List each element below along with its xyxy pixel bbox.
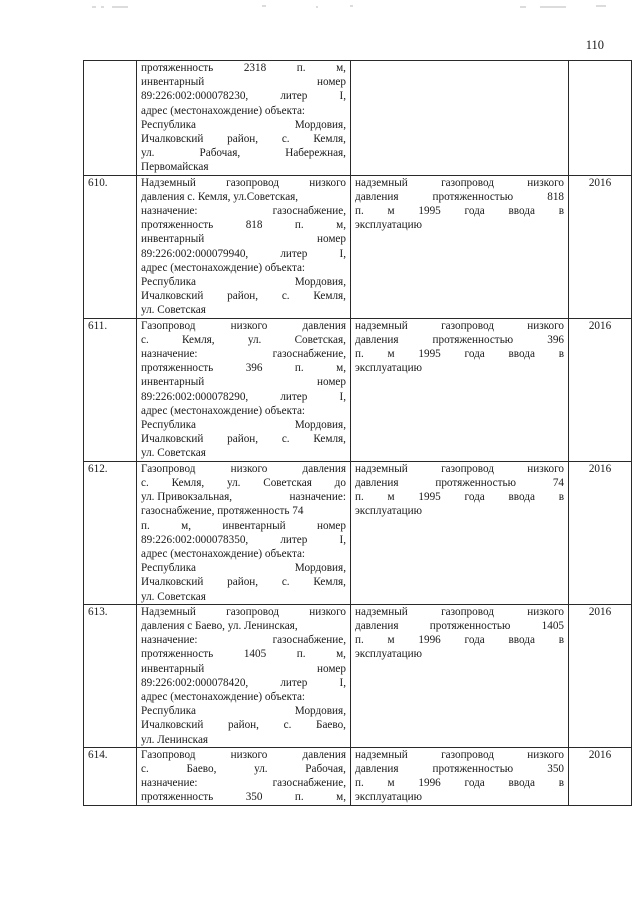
description-line (141, 361, 346, 375)
description-line: адрес (местонахождение) объекта: (141, 404, 306, 417)
description-line (141, 432, 346, 446)
word: район, (227, 133, 259, 146)
description-line (141, 232, 346, 246)
word: 89:226:002:000078420, (141, 676, 249, 689)
word: п. (355, 205, 364, 218)
word: ул. (226, 476, 241, 489)
description-line (141, 561, 346, 575)
characteristics-line: эксплуатацию (355, 505, 422, 518)
word: с. (141, 333, 149, 346)
characteristics-line (355, 319, 564, 333)
description-line (141, 662, 346, 676)
word: п. (294, 362, 304, 375)
word: 818 (547, 190, 564, 203)
word: в (558, 205, 564, 218)
word: 74 (552, 476, 564, 489)
word: с. (281, 433, 290, 446)
year-cell: 2016 (569, 318, 632, 461)
description-line (141, 390, 346, 404)
word: 89:226:002:000078290, (141, 390, 249, 403)
characteristics-line (355, 176, 564, 190)
characteristics-line (355, 605, 564, 619)
word: п. (294, 791, 304, 804)
word: 1995 (418, 491, 441, 504)
year-cell: 2016 (569, 175, 632, 318)
word: район, (227, 290, 259, 303)
description-line: ул. Советская (141, 590, 206, 603)
word: 1996 (418, 777, 441, 790)
registry-table-body (84, 61, 632, 806)
word: газопровод (441, 319, 494, 332)
word: ул. (141, 147, 155, 160)
characteristics-line (355, 204, 564, 218)
word: м (387, 205, 395, 218)
word: Набережная, (285, 147, 346, 160)
word: 2318 (243, 62, 267, 74)
word: инвентарный (141, 76, 205, 89)
word: давления (355, 762, 399, 775)
word: газопровод (441, 748, 494, 761)
word: давления (355, 619, 399, 632)
characteristics-line (355, 462, 564, 476)
description-line (141, 519, 346, 533)
object-characteristics-cell (351, 461, 569, 604)
word: Рабочая, (199, 147, 241, 160)
object-characteristics-cell (351, 604, 569, 747)
word: инвентарный (141, 662, 205, 675)
word: I, (339, 533, 346, 546)
characteristics-line (355, 347, 564, 361)
word: I, (339, 90, 346, 103)
word: Кемля, (182, 333, 215, 346)
word: 818 (245, 219, 263, 232)
word: протяженность (141, 648, 214, 661)
word: литер (280, 676, 308, 689)
word: газопровод (441, 462, 494, 475)
characteristics-line (355, 776, 564, 790)
word: Кемля, (171, 476, 205, 489)
word: давления (355, 333, 399, 346)
word: литер (280, 90, 308, 103)
row-number-cell: 612. (84, 461, 137, 604)
word: низкого (309, 605, 346, 618)
word: протяженностью (429, 619, 511, 632)
word: номер (316, 233, 346, 246)
word: до (334, 476, 346, 489)
word: I, (339, 676, 346, 689)
word: низкого (527, 176, 564, 189)
word: номер (316, 76, 346, 89)
word: давления (302, 748, 346, 761)
description-line: адрес (местонахождение) объекта: (141, 261, 306, 274)
description-line (141, 319, 346, 333)
description-line (141, 218, 346, 232)
year-cell: 2016 (569, 461, 632, 604)
word: с. (283, 719, 292, 732)
word: Мордовия, (294, 562, 346, 575)
word: ввода (508, 634, 535, 647)
description-line (141, 633, 346, 647)
word: низкого (527, 605, 564, 618)
description-line (141, 676, 346, 690)
description-line (141, 748, 346, 762)
word: литер (280, 247, 308, 260)
word: Кемля, (313, 133, 346, 146)
word: Мордовия, (294, 276, 346, 289)
description-line (141, 462, 346, 476)
word: п. (355, 348, 364, 361)
description-line (141, 333, 346, 347)
description-line (141, 647, 346, 661)
description-line (141, 490, 346, 504)
description-line (141, 89, 346, 103)
word: 350 (547, 762, 564, 775)
word: с. (141, 762, 149, 775)
word: м, (181, 519, 192, 532)
word: Мордовия, (294, 705, 346, 718)
word: м, (336, 62, 346, 74)
description-line (141, 533, 346, 547)
row-number-cell: 611. (84, 318, 137, 461)
word: Надземный (141, 176, 196, 189)
property-registry-table (83, 60, 632, 806)
word: низкого (527, 319, 564, 332)
word: назначение: (141, 634, 198, 647)
description-line (141, 718, 346, 732)
characteristics-line: эксплуатацию (355, 648, 422, 661)
word: п. (294, 219, 304, 232)
word: м (387, 348, 395, 361)
word: протяженностью (432, 190, 514, 203)
word: Ичалковский (141, 719, 204, 732)
word: Баево, (186, 762, 217, 775)
word: назначение: (141, 777, 198, 790)
word: 1995 (418, 205, 441, 218)
word: надземный (355, 176, 408, 189)
word: протяженность (141, 62, 214, 74)
object-description-cell (137, 604, 351, 747)
word: Советская (263, 476, 312, 489)
word: газоснабжение, (272, 777, 346, 790)
characteristics-line (355, 490, 564, 504)
word: протяженность (141, 219, 214, 232)
characteristics-line: эксплуатацию (355, 362, 422, 375)
word: давления (355, 190, 399, 203)
word: 89:226:002:000078350, (141, 533, 249, 546)
description-line (141, 289, 346, 303)
word: м (387, 634, 395, 647)
word: 1995 (418, 348, 441, 361)
word: Кемля, (313, 290, 346, 303)
description-line: давления с. Кемля, ул.Советская, (141, 190, 299, 203)
table-row (84, 747, 632, 805)
word: Республика (141, 705, 196, 718)
word: м (387, 491, 395, 504)
word: 89:226:002:000078230, (141, 90, 249, 103)
characteristics-line (355, 333, 564, 347)
word: Мордовия, (294, 419, 346, 432)
word: номер (316, 662, 346, 675)
year-cell: 2016 (569, 604, 632, 747)
description-line (141, 347, 346, 361)
word: назначение: (141, 348, 198, 361)
word: Советская, (294, 333, 346, 346)
word: номер (316, 376, 346, 389)
word: район, (227, 576, 259, 589)
description-line: ул. Ленинская (141, 733, 209, 746)
word: ул. (254, 762, 268, 775)
word: инвентарный (141, 233, 205, 246)
object-characteristics-cell (351, 61, 569, 176)
word: литер (280, 390, 308, 403)
word: 1996 (418, 634, 441, 647)
characteristics-line (355, 633, 564, 647)
description-line: ул. Советская (141, 304, 206, 317)
word: года (464, 348, 485, 361)
word: 396 (547, 333, 564, 346)
word: протяженностью (432, 333, 514, 346)
word: I, (339, 390, 346, 403)
word: м (387, 777, 395, 790)
characteristics-line (355, 190, 564, 204)
word: надземный (355, 319, 408, 332)
word: давления (355, 476, 399, 489)
word: назначение: (289, 491, 346, 504)
word: п. (355, 777, 364, 790)
word: низкого (230, 462, 268, 475)
table-row (84, 175, 632, 318)
word: 1405 (243, 648, 267, 661)
description-line (141, 247, 346, 261)
word: номер (316, 519, 346, 532)
word: года (464, 205, 485, 218)
description-line (141, 418, 346, 432)
word: 396 (245, 362, 263, 375)
description-line (141, 204, 346, 218)
word: п. (141, 519, 150, 532)
word: ввода (508, 205, 535, 218)
word: Газопровод (141, 462, 196, 475)
word: года (464, 777, 485, 790)
word: Республика (141, 419, 196, 432)
description-line (141, 790, 346, 804)
description-line (141, 762, 346, 776)
word: ул. Привокзальная, (141, 491, 233, 504)
characteristics-line: эксплуатацию (355, 219, 422, 232)
word: м, (336, 219, 346, 232)
word: с. (281, 290, 290, 303)
word: литер (280, 533, 308, 546)
word: протяженность (141, 362, 214, 375)
word: инвентарный (222, 519, 286, 532)
characteristics-line (355, 748, 564, 762)
object-characteristics-cell (351, 175, 569, 318)
description-line (141, 146, 346, 160)
year-cell: 2016 (569, 747, 632, 805)
word: газопровод (226, 176, 279, 189)
word: низкого (527, 748, 564, 761)
word: Республика (141, 118, 196, 131)
word: года (464, 634, 485, 647)
word: протяженностью (432, 762, 514, 775)
word: газоснабжение, (272, 348, 346, 361)
row-number-cell: 613. (84, 604, 137, 747)
object-description-cell (137, 318, 351, 461)
word: давления (302, 462, 346, 475)
word: Ичалковский (141, 576, 204, 589)
scan-artifact-marks (0, 2, 640, 12)
word: надземный (355, 748, 408, 761)
word: Республика (141, 562, 196, 575)
word: с. (281, 133, 290, 146)
characteristics-line (355, 476, 564, 490)
table-row (84, 604, 632, 747)
characteristics-line (355, 619, 564, 633)
word: п. (355, 634, 364, 647)
word: газопровод (441, 605, 494, 618)
word: п. (355, 491, 364, 504)
characteristics-line: эксплуатацию (355, 791, 422, 804)
description-line (141, 605, 346, 619)
word: газоснабжение, (272, 205, 346, 218)
word: м, (336, 362, 346, 375)
word: низкого (230, 319, 268, 332)
word: инвентарный (141, 376, 205, 389)
object-description-cell (137, 747, 351, 805)
description-line (141, 704, 346, 718)
word: в (558, 634, 564, 647)
word: надземный (355, 605, 408, 618)
word: низкого (309, 176, 346, 189)
object-characteristics-cell (351, 747, 569, 805)
description-line (141, 476, 346, 490)
word: газопровод (441, 176, 494, 189)
word: протяженностью (435, 476, 516, 489)
description-line (141, 776, 346, 790)
description-line: ул. Советская (141, 447, 206, 460)
word: 1405 (541, 619, 564, 632)
word: Рабочая, (305, 762, 346, 775)
object-description-cell (137, 461, 351, 604)
description-line (141, 375, 346, 389)
word: 350 (245, 791, 263, 804)
word: с. (141, 476, 149, 489)
word: низкого (527, 462, 564, 475)
word: газопровод (226, 605, 279, 618)
description-line (141, 75, 346, 89)
object-characteristics-cell (351, 318, 569, 461)
description-line (141, 118, 346, 132)
word: м, (336, 648, 346, 661)
word: года (464, 491, 485, 504)
description-line (141, 132, 346, 146)
word: Надземный (141, 605, 196, 618)
word: Ичалковский (141, 133, 204, 146)
table-row (84, 318, 632, 461)
word: с. (281, 576, 290, 589)
word: протяженность (141, 791, 214, 804)
table-row (84, 61, 632, 176)
description-line (141, 575, 346, 589)
word: 89:226:002:000079940, (141, 247, 249, 260)
word: район, (227, 433, 259, 446)
word: Ичалковский (141, 433, 204, 446)
word: Газопровод (141, 748, 196, 761)
word: ввода (508, 491, 535, 504)
word: ввода (508, 777, 535, 790)
description-line: адрес (местонахождение) объекта: (141, 690, 306, 703)
description-line (141, 275, 346, 289)
word: давления (302, 319, 346, 332)
word: в (558, 777, 564, 790)
characteristics-line (355, 762, 564, 776)
word: Ичалковский (141, 290, 204, 303)
description-line: газоснабжение, протяженность 74 (141, 505, 304, 518)
description-line (141, 61, 346, 75)
word: Мордовия, (294, 118, 346, 131)
word: в (558, 348, 564, 361)
word: м, (336, 791, 346, 804)
description-line: давления с Баево, ул. Ленинская, (141, 619, 298, 632)
description-line: адрес (местонахождение) объекта: (141, 547, 306, 560)
word: газоснабжение, (272, 634, 346, 647)
object-description-cell (137, 61, 351, 176)
word: I, (339, 247, 346, 260)
word: п. (296, 648, 306, 661)
word: назначение: (141, 205, 198, 218)
word: надземный (355, 462, 408, 475)
description-line: Первомайская (141, 161, 209, 174)
word: Газопровод (141, 319, 196, 332)
word: Кемля, (313, 433, 346, 446)
row-number-cell: 610. (84, 175, 137, 318)
description-line (141, 176, 346, 190)
word: низкого (230, 748, 268, 761)
word: п. (296, 62, 306, 74)
row-number-cell: 614. (84, 747, 137, 805)
object-description-cell (137, 175, 351, 318)
word: ввода (508, 348, 535, 361)
word: Республика (141, 276, 196, 289)
year-cell (569, 61, 632, 176)
page-number: 110 (585, 38, 604, 52)
word: в (558, 491, 564, 504)
word: ул. (247, 333, 262, 346)
word: Баево, (316, 719, 346, 732)
description-line: адрес (местонахождение) объекта: (141, 104, 306, 117)
row-number-cell (84, 61, 137, 176)
table-row (84, 461, 632, 604)
word: Кемля, (313, 576, 346, 589)
word: район, (228, 719, 259, 732)
